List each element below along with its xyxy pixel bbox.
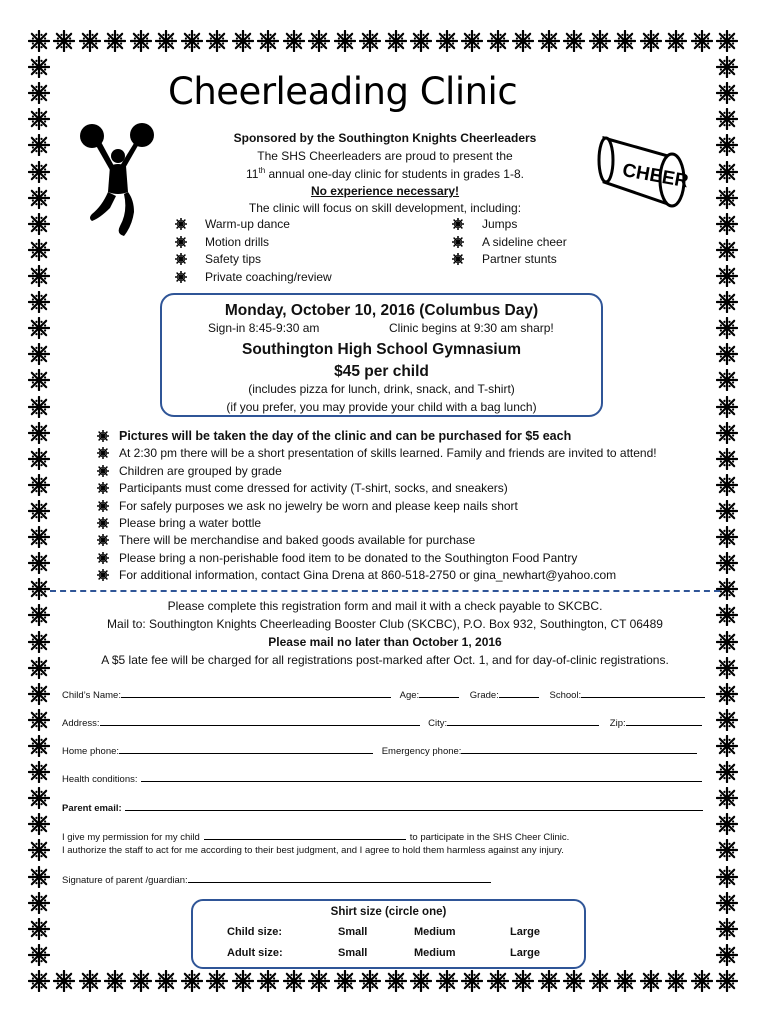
permission-suffix: to participate in the SHS Cheer Clinic. [409, 832, 570, 843]
note-text: For additional information, contact Gina Drena at 860-518-2750 or gina_newhart@yahoo.com [119, 568, 617, 583]
event-price: $45 per child [334, 363, 429, 380]
note-text: Children are grouped by grade [119, 463, 282, 478]
zip-label: Zip: [609, 718, 626, 729]
border-star-icon [28, 30, 50, 52]
note-item [97, 567, 717, 584]
note-item [97, 445, 717, 462]
border-star-icon [614, 30, 636, 52]
permission-prefix: I give my permission for my child [62, 832, 200, 843]
border-star-icon [28, 474, 50, 496]
border-star-icon [53, 970, 75, 992]
border-star-icon [461, 30, 483, 52]
border-star-icon [308, 970, 330, 992]
late-fee-note: A $5 late fee will be charged for all registrations post-marked after Oct. 1, and for day-of-clinic registrations. [101, 653, 669, 667]
border-star-icon [640, 970, 662, 992]
border-star-icon [410, 970, 432, 992]
child-size-label: Child size: [227, 926, 283, 938]
border-star-icon [716, 30, 738, 52]
bullet-star-icon [97, 430, 109, 442]
border-star-icon [716, 500, 738, 522]
border-star-icon [28, 552, 50, 574]
border-star-icon [28, 82, 50, 104]
child-name-field[interactable] [121, 688, 391, 698]
border-star-icon [104, 30, 126, 52]
mail-deadline: Please mail no later than October 1, 2016 [268, 635, 502, 649]
address-label: Address: [62, 718, 100, 729]
skill-right-item: Jumps [482, 217, 518, 231]
intro-line-1: The SHS Cheerleaders are proud to present the [257, 149, 513, 163]
border-star-icon [334, 970, 356, 992]
health-label: Health conditions: [62, 774, 138, 785]
emergency-phone-field[interactable] [461, 744, 697, 754]
border-star-icon [359, 30, 381, 52]
border-star-icon [716, 213, 738, 235]
border-star-icon [716, 239, 738, 261]
border-star-icon [385, 970, 407, 992]
border-star-icon [716, 161, 738, 183]
border-star-icon [716, 317, 738, 339]
border-star-icon [257, 30, 279, 52]
border-star-icon [28, 892, 50, 914]
city-field[interactable] [447, 716, 599, 726]
note-text: At 2:30 pm there will be a short presentation of skills learned. Family and friends are invited to attend! [119, 446, 657, 461]
border-star-icon [28, 317, 50, 339]
skill-left-item: Private coaching/review [205, 269, 332, 284]
skill-right-item: A sideline cheer [482, 234, 567, 249]
border-star-icon [716, 552, 738, 574]
skill-right-item: Partner stunts [482, 252, 557, 266]
border-star-icon [28, 187, 50, 209]
school-field[interactable] [581, 688, 705, 698]
school-label: School: [549, 690, 582, 701]
border-star-icon [512, 30, 534, 52]
border-star-icon [716, 265, 738, 287]
bullet-star-icon [97, 465, 109, 477]
border-star-icon [28, 500, 50, 522]
megaphone-label: CHEER [620, 160, 690, 193]
event-details-box [160, 293, 603, 417]
border-star-icon [28, 265, 50, 287]
border-star-icon [487, 30, 509, 52]
border-star-icon [716, 187, 738, 209]
megaphone-icon [596, 116, 708, 214]
border-star-icon [665, 970, 687, 992]
border-star-icon [716, 735, 738, 757]
bullet-star-icon [452, 236, 464, 248]
border-star-icon [487, 970, 509, 992]
note-text: Please bring a non-perishable food item to be donated to the Southington Food Pantry [119, 550, 578, 565]
permission-child-field[interactable] [204, 830, 406, 840]
grade-label: Grade: [469, 690, 499, 701]
age-field[interactable] [419, 688, 459, 698]
adult-size-small[interactable]: Small [338, 947, 368, 959]
note-item [97, 550, 717, 567]
border-star-icon [28, 761, 50, 783]
border-star-icon [716, 343, 738, 365]
border-star-icon [512, 970, 534, 992]
border-star-icon [283, 30, 305, 52]
border-star-icon [589, 970, 611, 992]
border-star-icon [28, 161, 50, 183]
border-star-icon [53, 30, 75, 52]
border-star-icon [130, 30, 152, 52]
no-experience-line: No experience necessary! [310, 184, 460, 198]
bullet-star-icon [175, 271, 187, 283]
child-name-label: Child’s Name: [62, 690, 121, 701]
border-star-icon [716, 108, 738, 130]
border-star-icon [716, 813, 738, 835]
border-star-icon [181, 970, 203, 992]
authorize-statement: I authorize the staff to act for me according to their best judgment, and I agree to hold them harmless against any injury. [62, 845, 564, 856]
note-item [97, 515, 717, 532]
note-text: Please bring a water bottle [119, 515, 262, 530]
signature-row [62, 873, 491, 887]
border-star-icon [716, 683, 738, 705]
border-star-icon [28, 291, 50, 313]
border-star-icon [691, 970, 713, 992]
note-item [97, 480, 717, 497]
border-star-icon [716, 970, 738, 992]
border-star-icon [155, 30, 177, 52]
border-star-icon [155, 970, 177, 992]
mail-to-address: Mail to: Southington Knights Cheerleading Booster Club (SKCBC), P.O. Box 932, Southington, CT 06489 [107, 617, 663, 631]
border-star-icon [28, 56, 50, 78]
note-text: Pictures will be taken the day of the clinic and can be purchased for $5 each [119, 429, 572, 443]
border-star-icon [359, 970, 381, 992]
border-star-icon [461, 970, 483, 992]
signin-time: Sign-in 8:45-9:30 am [208, 321, 320, 335]
border-star-icon [563, 970, 585, 992]
clinic-notes-list [97, 428, 717, 585]
adult-size-medium[interactable]: Medium [414, 947, 456, 959]
bullet-star-icon [452, 253, 464, 265]
border-star-icon [28, 422, 50, 444]
border-star-icon [691, 30, 713, 52]
border-star-icon [28, 944, 50, 966]
registration-instructions: Please complete this registration form and mail it with a check payable to SKCBC. [167, 599, 603, 613]
border-star-icon [385, 30, 407, 52]
page-title: Cheerleading Clinic [168, 70, 518, 113]
border-star-icon [28, 526, 50, 548]
bullet-star-icon [97, 447, 109, 459]
skill-left-item: Warm-up dance [205, 217, 290, 231]
note-text: Participants must come dressed for activity (T-shirt, socks, and sneakers) [119, 481, 508, 496]
note-item [97, 463, 717, 480]
border-star-icon [716, 761, 738, 783]
border-star-icon [28, 343, 50, 365]
event-date: Monday, October 10, 2016 (Columbus Day) [224, 302, 539, 319]
border-star-icon [206, 30, 228, 52]
border-star-icon [716, 709, 738, 731]
border-star-icon [28, 134, 50, 156]
home-phone-label: Home phone: [62, 746, 120, 757]
border-star-icon [232, 30, 254, 52]
intro-line-2: 11th annual one-day clinic for students in grades 1-8. [246, 166, 524, 181]
border-star-icon [28, 735, 50, 757]
shirt-size-title: Shirt size (circle one) [330, 906, 447, 918]
bag-lunch-note: (if you prefer, you may provide your child with a bag lunch) [226, 400, 537, 414]
price-includes: (includes pizza for lunch, drink, snack, and T-shirt) [248, 382, 515, 396]
border-star-icon [589, 30, 611, 52]
adult-size-label: Adult size: [227, 947, 283, 959]
border-star-icon [538, 970, 560, 992]
adult-size-large[interactable]: Large [510, 947, 540, 959]
border-star-icon [334, 30, 356, 52]
border-star-icon [79, 30, 101, 52]
zip-field[interactable] [626, 716, 702, 726]
border-star-icon [716, 82, 738, 104]
border-star-icon [28, 108, 50, 130]
parent-email-label: Parent email: [62, 803, 122, 814]
signature-label: Signature of parent /guardian: [62, 875, 188, 886]
border-star-icon [716, 526, 738, 548]
border-star-icon [28, 839, 50, 861]
child-info-row [62, 688, 705, 702]
skill-left-item: Safety tips [205, 252, 262, 266]
border-star-icon [181, 30, 203, 52]
border-star-icon [28, 813, 50, 835]
sponsor-line: Sponsored by the Southington Knights Cheerleaders [233, 131, 537, 145]
border-star-icon [232, 970, 254, 992]
border-star-icon [28, 918, 50, 940]
border-star-icon [79, 970, 101, 992]
border-star-icon [436, 970, 458, 992]
signature-field[interactable] [188, 873, 491, 883]
border-star-icon [28, 709, 50, 731]
note-item [97, 498, 717, 515]
cheerleader-icon [80, 122, 156, 238]
parent-email-field[interactable] [125, 801, 703, 811]
border-star-icon [716, 291, 738, 313]
shirt-size-box [191, 899, 586, 969]
skill-left-item: Motion drills [205, 234, 270, 249]
border-star-icon [716, 918, 738, 940]
border-star-icon [716, 448, 738, 470]
border-star-icon [28, 239, 50, 261]
permission-row [62, 830, 569, 844]
border-star-icon [716, 866, 738, 888]
border-star-icon [410, 30, 432, 52]
border-star-icon [716, 944, 738, 966]
border-star-icon [640, 30, 662, 52]
focus-line: The clinic will focus on skill development, including: [248, 201, 522, 215]
border-star-icon [716, 787, 738, 809]
border-star-icon [716, 56, 738, 78]
border-star-icon [614, 970, 636, 992]
border-star-icon [28, 396, 50, 418]
address-field[interactable] [100, 716, 420, 726]
child-size-large[interactable]: Large [510, 926, 540, 938]
border-star-icon [716, 892, 738, 914]
border-star-icon [716, 369, 738, 391]
emergency-phone-label: Emergency phone: [381, 746, 462, 757]
border-star-icon [130, 970, 152, 992]
cut-line-divider [50, 590, 720, 592]
age-label: Age: [399, 690, 420, 701]
bullet-star-icon [97, 569, 109, 581]
border-star-icon [28, 787, 50, 809]
border-star-icon [716, 422, 738, 444]
bullet-star-icon [175, 218, 187, 230]
start-time: Clinic begins at 9:30 am sharp! [389, 321, 554, 335]
border-star-icon [308, 30, 330, 52]
border-star-icon [28, 369, 50, 391]
phone-row [62, 744, 697, 758]
border-star-icon [283, 970, 305, 992]
child-size-medium[interactable]: Medium [414, 926, 456, 938]
border-star-icon [104, 970, 126, 992]
border-star-icon [28, 970, 50, 992]
border-star-icon [665, 30, 687, 52]
border-star-icon [436, 30, 458, 52]
border-star-icon [716, 134, 738, 156]
city-label: City: [428, 718, 448, 729]
bullet-star-icon [97, 517, 109, 529]
home-phone-field[interactable] [119, 744, 373, 754]
border-star-icon [538, 30, 560, 52]
border-star-icon [28, 683, 50, 705]
bullet-star-icon [97, 534, 109, 546]
bullet-star-icon [175, 253, 187, 265]
border-star-icon [716, 839, 738, 861]
note-item [97, 532, 717, 549]
bullet-star-icon [175, 236, 187, 248]
address-row [62, 716, 702, 730]
border-star-icon [716, 396, 738, 418]
note-text: There will be merchandise and baked goods available for purchase [119, 533, 476, 548]
border-star-icon [716, 474, 738, 496]
health-row [62, 772, 702, 786]
email-row [62, 801, 703, 815]
border-star-icon [28, 213, 50, 235]
grade-field[interactable] [499, 688, 539, 698]
bullet-star-icon [97, 482, 109, 494]
border-star-icon [563, 30, 585, 52]
note-text: For safely purposes we ask no jewelry be worn and please keep nails short [119, 498, 518, 513]
border-star-icon [257, 970, 279, 992]
border-star-icon [206, 970, 228, 992]
bullet-star-icon [452, 218, 464, 230]
event-location: Southington High School Gymnasium [242, 341, 521, 358]
note-item [97, 428, 717, 445]
bullet-star-icon [97, 552, 109, 564]
child-size-small[interactable]: Small [338, 926, 368, 938]
border-star-icon [28, 448, 50, 470]
border-star-icon [28, 866, 50, 888]
bullet-star-icon [97, 500, 109, 512]
health-field[interactable] [141, 772, 702, 782]
